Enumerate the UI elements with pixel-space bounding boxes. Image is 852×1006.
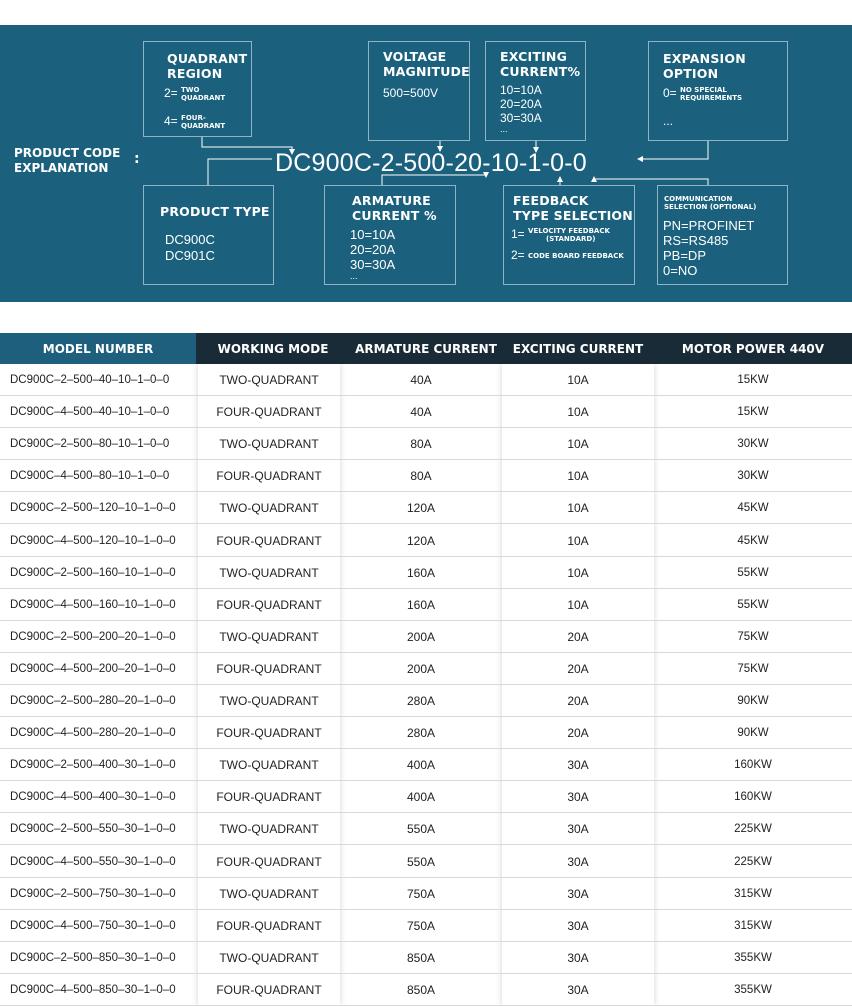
armature-current-cell: 280A (406, 726, 436, 741)
table-row (0, 460, 852, 492)
label-line1: PRODUCT CODE (14, 146, 121, 160)
model-number-cell: DC900C–4–500–850–30–1–0–0 (10, 983, 176, 996)
exciting-current-cell: 10A (567, 501, 589, 516)
option-line1: TWO (181, 86, 200, 94)
armature-current-cell: 160A (406, 565, 436, 580)
feedback-title (513, 193, 633, 223)
option-line1: NO SPECIAL (680, 86, 727, 94)
option: 30=30A (500, 111, 542, 125)
model-number-cell: DC900C–2–500–80–10–1–0–0 (10, 438, 170, 451)
option: DC900C (165, 232, 215, 247)
exciting-current-cell: 20A (567, 629, 589, 644)
table-row (0, 589, 852, 621)
exciting-current-cell: 30A (567, 854, 589, 869)
option-number: 0= (663, 86, 677, 101)
product-type-title: PRODUCT TYPE (160, 204, 270, 219)
working-mode-cell: FOUR-QUADRANT (216, 597, 322, 612)
option: PN=PROFINET (663, 218, 755, 233)
title-line2: CURRENT % (352, 208, 437, 223)
exciting-current-cell: 30A (567, 886, 589, 901)
working-mode-cell: FOUR-QUADRANT (216, 533, 322, 548)
table-row (0, 781, 852, 813)
option-line2: REQUIREMENTS (680, 94, 743, 102)
motor-power-cell: 15KW (737, 406, 769, 419)
motor-power-cell: 30KW (737, 438, 769, 451)
working-mode-cell: TWO-QUADRANT (219, 758, 319, 773)
option-line2: QUADRANT (181, 122, 226, 130)
option: 30=30A (350, 257, 396, 272)
communication-options (663, 218, 754, 278)
armature-current-cell: 40A (410, 373, 432, 387)
working-mode-cell: TWO-QUADRANT (219, 629, 319, 644)
expansion-option-0 (663, 86, 742, 102)
motor-power-cell: 160KW (734, 759, 772, 772)
table-row (0, 653, 852, 685)
option-more: ... (500, 124, 508, 134)
model-number-cell: DC900C–4–500–400–30–1–0–0 (10, 791, 176, 804)
option-number: 2= (164, 86, 178, 101)
header-model-number: MODEL NUMBER (0, 333, 196, 364)
title-line2: CURRENT% (500, 64, 581, 79)
exciting-current-options (500, 83, 542, 134)
model-number-cell: DC900C–2–500–850–30–1–0–0 (10, 951, 176, 964)
quadrant-option-4 (164, 114, 225, 130)
table-row (0, 974, 852, 1006)
quadrant-option-2 (164, 86, 225, 102)
table-row (0, 364, 852, 396)
armature-options (350, 227, 395, 281)
armature-current-box (324, 185, 456, 285)
option: 20=20A (500, 97, 542, 111)
table-row (0, 846, 852, 878)
exciting-current-cell: 30A (567, 822, 589, 837)
armature-current-cell: 850A (406, 982, 436, 997)
option: DC901C (165, 248, 215, 263)
exciting-current-cell: 20A (567, 726, 589, 741)
title-line1: COMMUNICATION (664, 195, 733, 203)
option-line2: QUADRANT (181, 94, 226, 102)
motor-power-cell: 45KW (737, 502, 769, 515)
feedback-type-box (503, 185, 635, 285)
table-row (0, 492, 852, 524)
exciting-current-cell: 20A (567, 661, 589, 676)
expansion-option-box (648, 41, 788, 141)
armature-current-cell: 160A (406, 597, 436, 612)
armature-current-cell: 550A (406, 854, 436, 869)
exciting-current-cell: 10A (567, 469, 589, 484)
table-row (0, 717, 852, 749)
exciting-current-cell: 10A (567, 533, 589, 548)
motor-power-cell: 55KW (737, 598, 769, 611)
working-mode-cell: TWO-QUADRANT (219, 437, 319, 452)
armature-current-cell: 750A (406, 918, 436, 933)
table-row (0, 525, 852, 557)
motor-power-cell: 225KW (734, 855, 772, 868)
armature-current-cell: 200A (406, 661, 436, 676)
model-number-cell: DC900C–4–500–280–20–1–0–0 (10, 727, 176, 740)
option: 0=NO (663, 263, 698, 278)
motor-power-cell: 55KW (737, 566, 769, 579)
motor-power-cell: 315KW (734, 919, 772, 932)
table-row (0, 910, 852, 942)
title-line2: MAGNITUDE (383, 64, 470, 79)
title-line2: TYPE SELECTION (513, 208, 633, 223)
armature-current-cell: 400A (406, 790, 436, 805)
model-number-cell: DC900C–2–500–550–30–1–0–0 (10, 823, 176, 836)
voltage-title (383, 49, 470, 79)
model-number-cell: DC900C–4–500–80–10–1–0–0 (10, 470, 170, 483)
working-mode-cell: TWO-QUADRANT (219, 950, 319, 965)
option: 10=10A (500, 83, 542, 97)
label-line2: EXPLANATION (14, 161, 109, 175)
working-mode-cell: TWO-QUADRANT (219, 501, 319, 516)
exciting-current-cell: 10A (567, 437, 589, 452)
model-number-cell: DC900C–4–500–550–30–1–0–0 (10, 855, 176, 868)
title-line1: QUADRANT (167, 51, 248, 66)
table-row (0, 428, 852, 460)
exciting-current-cell: 10A (567, 565, 589, 580)
option-number: 4= (164, 114, 178, 129)
working-mode-cell: FOUR-QUADRANT (216, 918, 322, 933)
title-line1: EXCITING (500, 49, 568, 64)
working-mode-cell: TWO-QUADRANT (219, 822, 319, 837)
working-mode-cell: TWO-QUADRANT (219, 373, 319, 387)
quadrant-region-title (167, 51, 247, 81)
title-line1: EXPANSION (663, 51, 746, 66)
motor-power-cell: 15KW (737, 374, 769, 386)
option-line1: CODE BOARD FEEDBACK (528, 251, 624, 260)
table-row (0, 557, 852, 589)
product-type-options (165, 232, 215, 264)
armature-title (352, 193, 437, 223)
feedback-option-1 (511, 227, 610, 243)
armature-current-cell: 80A (410, 437, 432, 452)
motor-power-cell: 75KW (737, 662, 769, 675)
option-more: ... (350, 271, 358, 281)
feedback-option-2 (511, 248, 624, 262)
model-number-cell: DC900C–2–500–400–30–1–0–0 (10, 759, 176, 772)
option-number: 2= (511, 248, 525, 262)
working-mode-cell: TWO-QUADRANT (219, 565, 319, 580)
motor-power-cell: 225KW (734, 823, 772, 836)
header-working-mode: WORKING MODE (217, 341, 329, 356)
model-number-cell: DC900C–4–500–750–30–1–0–0 (10, 919, 176, 932)
option: PB=DP (663, 248, 706, 263)
model-number-cell: DC900C–4–500–40–10–1–0–0 (10, 406, 170, 419)
exciting-current-cell: 10A (567, 597, 589, 612)
title-line2: REGION (167, 66, 223, 81)
motor-power-cell: 90KW (737, 727, 769, 740)
table-row (0, 813, 852, 845)
armature-current-cell: 400A (406, 758, 436, 773)
exciting-current-box (485, 41, 586, 141)
model-number-cell: DC900C–4–500–200–20–1–0–0 (10, 662, 176, 675)
title-line2: OPTION (663, 66, 719, 81)
model-number-cell: DC900C–2–500–750–30–1–0–0 (10, 887, 176, 900)
motor-power-cell: 315KW (734, 887, 772, 900)
label-colon: : (134, 151, 140, 167)
model-number-cell: DC900C–4–500–120–10–1–0–0 (10, 534, 176, 547)
motor-power-cell: 45KW (737, 534, 769, 547)
motor-power-cell: 355KW (734, 951, 772, 964)
title-line1: ARMATURE (352, 193, 431, 208)
option: 20=20A (350, 242, 396, 257)
table-row (0, 621, 852, 653)
armature-current-cell: 120A (406, 501, 436, 516)
working-mode-cell: FOUR-QUADRANT (216, 469, 322, 484)
armature-current-cell: 40A (410, 405, 432, 420)
motor-power-cell: 160KW (734, 791, 772, 804)
armature-current-cell: 550A (406, 822, 436, 837)
working-mode-cell: FOUR-QUADRANT (216, 726, 322, 741)
voltage-magnitude-box (368, 41, 470, 141)
product-type-box (143, 185, 274, 285)
option-number: 1= (511, 227, 525, 242)
option-line2: (STANDARD) (546, 235, 596, 243)
quadrant-region-box (143, 41, 252, 137)
expansion-title (663, 51, 746, 81)
model-number-cell: DC900C–2–500–120–10–1–0–0 (10, 502, 176, 515)
title-line1: FEEDBACK (513, 193, 589, 208)
working-mode-cell: FOUR-QUADRANT (216, 982, 322, 997)
option-line1: VELOCITY FEEDBACK (528, 227, 610, 235)
exciting-current-cell: 30A (567, 950, 589, 965)
exciting-current-cell: 30A (567, 790, 589, 805)
exciting-current-cell: 30A (567, 982, 589, 997)
armature-current-cell: 750A (406, 886, 436, 901)
exciting-current-cell: 20A (567, 694, 589, 708)
motor-power-cell: 30KW (737, 470, 769, 483)
table-row (0, 396, 852, 428)
motor-power-cell: 90KW (737, 695, 769, 707)
communication-title (664, 195, 756, 211)
product-code-panel (0, 25, 852, 302)
expansion-more: ... (663, 114, 674, 128)
exciting-current-cell: 30A (567, 758, 589, 773)
motor-power-cell: 75KW (737, 630, 769, 643)
working-mode-cell: FOUR-QUADRANT (216, 405, 322, 420)
model-number-cell: DC900C–4–500–160–10–1–0–0 (10, 598, 176, 611)
communication-selection-box (657, 185, 788, 285)
model-number-cell: DC900C–2–500–40–10–1–0–0 (10, 374, 170, 386)
armature-current-cell: 80A (410, 469, 432, 484)
header-armature-current: ARMATURE CURRENT (355, 341, 497, 356)
armature-current-cell: 280A (406, 694, 436, 708)
table-row (0, 749, 852, 781)
table-row (0, 878, 852, 910)
option: 10=10A (350, 227, 396, 242)
voltage-option: 500=500V (383, 86, 439, 100)
model-number-cell: DC900C–2–500–200–20–1–0–0 (10, 630, 176, 643)
exciting-current-title (500, 49, 580, 79)
product-code-example: DC900C-2-500-20-10-1-0-0 (275, 149, 587, 177)
title-line2: SELECTION (OPTIONAL) (664, 203, 757, 211)
armature-current-cell: 120A (406, 533, 436, 548)
working-mode-cell: FOUR-QUADRANT (216, 854, 322, 869)
model-number-cell: DC900C–2–500–160–10–1–0–0 (10, 566, 176, 579)
armature-current-cell: 200A (406, 629, 436, 644)
table-row (0, 942, 852, 974)
exciting-current-cell: 30A (567, 918, 589, 933)
model-number-cell: DC900C–2–500–280–20–1–0–0 (10, 695, 176, 707)
working-mode-cell: FOUR-QUADRANT (216, 790, 322, 805)
armature-current-cell: 850A (406, 950, 436, 965)
working-mode-cell: TWO-QUADRANT (219, 694, 319, 708)
working-mode-cell: FOUR-QUADRANT (216, 661, 322, 676)
table-header (0, 333, 852, 364)
title-line1: VOLTAGE (383, 49, 447, 64)
header-motor-power: MOTOR POWER 440V (681, 341, 825, 356)
option-line1: FOUR- (181, 114, 206, 122)
option: RS=RS485 (663, 233, 729, 248)
exciting-current-cell: 10A (567, 405, 589, 420)
header-exciting-current: EXCITING CURRENT (512, 341, 644, 356)
exciting-current-cell: 10A (567, 373, 589, 387)
motor-power-cell: 355KW (734, 983, 772, 996)
table-row (0, 685, 852, 717)
product-code-explanation-label (14, 146, 140, 176)
working-mode-cell: TWO-QUADRANT (219, 886, 319, 901)
